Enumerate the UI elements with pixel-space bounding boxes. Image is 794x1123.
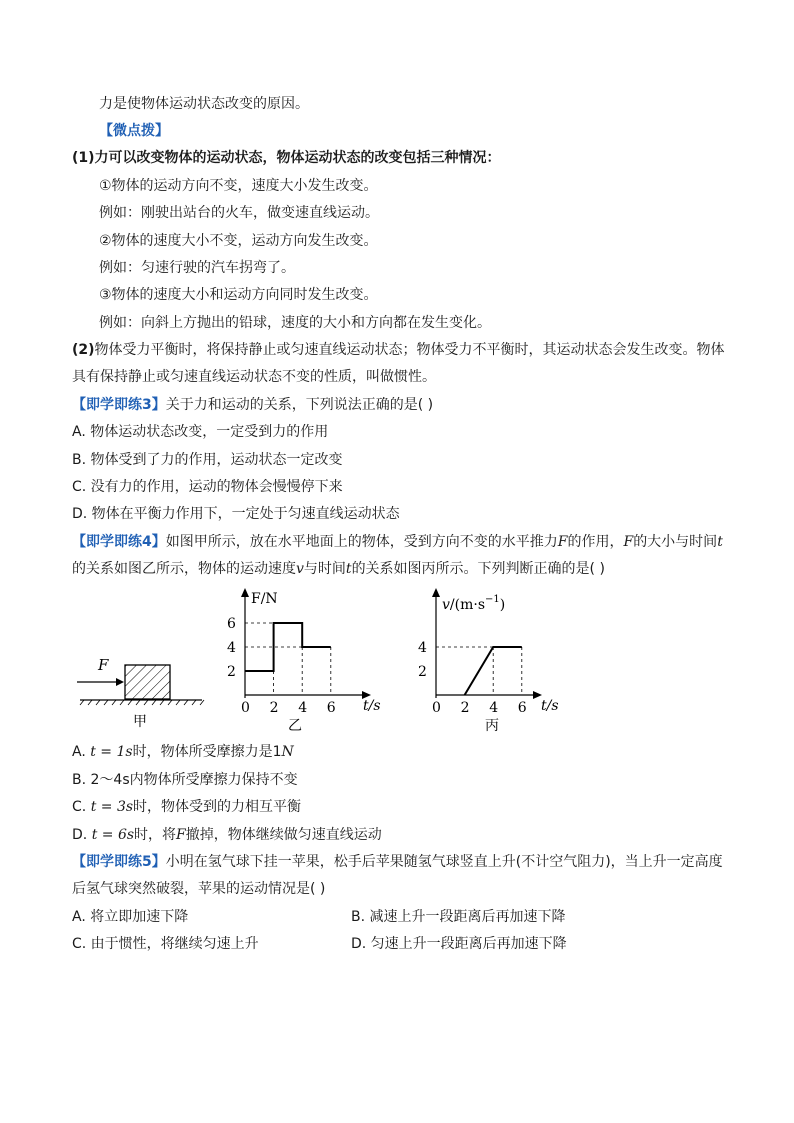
q4-option-c — [72, 797, 301, 817]
y-tick-label: 6 — [227, 616, 236, 632]
note1-item-2: 例如：刚驶出站台的火车，做变速直线运动。 — [99, 205, 379, 221]
x-axis-label: t/s — [541, 698, 559, 714]
q5-tag: 【即学即练5】 — [72, 854, 166, 870]
q5-option-d: D. 匀速上升一段距离后再加速下降 — [351, 936, 567, 952]
q4-var-f: F — [557, 534, 568, 550]
y-axis-label-unit: /(m·s — [449, 597, 486, 613]
note1-title-text: 力可以改变物体的运动状态，物体运动状态的改变包括三种情况： — [94, 150, 501, 166]
force-arrow-head — [116, 678, 124, 686]
y-tick-label: 4 — [418, 640, 427, 656]
q5-option-b: B. 减速上升一段距离后再加速下降 — [351, 909, 566, 925]
x-tick-label: 2 — [269, 700, 279, 716]
tick-labels — [418, 640, 527, 716]
y-axis-arrow — [241, 588, 249, 597]
x-tick-label: 4 — [298, 700, 308, 716]
figure-bing — [413, 585, 583, 735]
force-label: F — [98, 656, 109, 674]
x-tick-label: 0 — [241, 700, 250, 716]
y-axis-label-exp: −1 — [485, 594, 500, 605]
q3-option-b: B. 物体受到了力的作用，运动状态一定改变 — [72, 452, 343, 468]
ground-hatch — [80, 700, 204, 705]
q5-option-c: C. 由于惯性，将继续匀速上升 — [72, 936, 259, 952]
y-axis-label-close: ) — [499, 597, 506, 613]
caption-yi: 乙 — [288, 718, 302, 734]
x-tick-label: 6 — [326, 700, 336, 716]
option-equation: t = 6s — [91, 827, 135, 843]
option-letter: D. — [72, 827, 92, 843]
q4-option-b: B. 2～4s内物体所受摩擦力保持不变 — [72, 772, 298, 788]
q5-line1-text: 小明在氢气球下挂一苹果，松手后苹果随氢气球竖直上升(不计空气阻力)，当上升一定高度 — [165, 854, 723, 870]
y-axis-arrow — [432, 588, 440, 597]
block — [125, 665, 170, 699]
option-letter: C. — [72, 799, 91, 815]
q5-stem-line-1 — [72, 852, 723, 872]
option-unit: N — [281, 744, 294, 760]
x-tick-label: 0 — [432, 700, 441, 716]
option-var-f: F — [176, 827, 186, 843]
q4-var-t: t — [345, 561, 352, 577]
option-equation: t = 3s — [90, 799, 134, 815]
q5-stem-line-2: 后氢气球突然破裂，苹果的运动情况是( ) — [72, 881, 326, 897]
y-tick-label: 4 — [227, 640, 236, 656]
note1-num: (1) — [72, 150, 95, 166]
x-axis-label: t/s — [363, 698, 381, 714]
q4-stem-line-2 — [72, 559, 605, 579]
q5-option-a: A. 将立即加速下降 — [72, 909, 189, 925]
y-axis-label-var: v — [442, 597, 450, 613]
figure-jia — [72, 650, 212, 735]
intro-text: 力是使物体运动状态改变的原因。 — [99, 96, 309, 112]
q4-stem-part: 的作用， — [567, 534, 624, 550]
q3-stem — [72, 395, 433, 415]
y-axis-label — [442, 594, 505, 613]
q3-tag: 【即学即练3】 — [72, 397, 166, 413]
option-text: 时，物体受到的力相互平衡 — [133, 799, 302, 815]
y-axis-label: F/N — [251, 591, 278, 607]
x-tick-label: 6 — [517, 700, 527, 716]
note1-item-3: ②物体的速度大小不变，运动方向发生改变。 — [99, 233, 378, 249]
tip-header: 【微点拨】 — [99, 123, 169, 139]
q4-var-t: t — [717, 534, 723, 550]
note2-line-1 — [72, 340, 725, 360]
q4-tag: 【即学即练4】 — [72, 534, 166, 550]
tick-labels — [227, 616, 336, 716]
note2-num: (2) — [72, 342, 95, 358]
y-tick-label: 2 — [227, 664, 236, 680]
note1-item-4: 例如：匀速行驶的汽车拐弯了。 — [99, 260, 295, 276]
option-text: 时，将 — [134, 827, 177, 843]
option-equation: t = 1s — [90, 744, 133, 760]
q4-option-a — [72, 742, 294, 762]
q4-stem-part: 的关系如图乙所示，物体的运动速度 — [72, 561, 296, 577]
note1-item-6: 例如：向斜上方抛出的铅球，速度的大小和方向都在发生变化。 — [99, 315, 491, 331]
note1-item-1: ①物体的运动方向不变，速度大小发生改变。 — [99, 178, 378, 194]
q4-stem-part: 的关系如图丙所示。下列判断正确的是( ) — [351, 561, 605, 577]
x-tick-label: 4 — [489, 700, 499, 716]
q4-stem-part: 与时间 — [303, 561, 346, 577]
q3-option-d: D. 物体在平衡力作用下，一定处于匀速直线运动状态 — [72, 506, 400, 522]
option-letter: A. — [72, 744, 91, 760]
caption-jia: 甲 — [133, 714, 147, 730]
q4-stem-part: 的大小与时间 — [633, 534, 718, 550]
q3-option-c: C. 没有力的作用，运动的物体会慢慢停下来 — [72, 479, 343, 495]
q4-var-v: v — [296, 561, 304, 577]
note2-line-2: 具有保持静止或匀速直线运动状态不变的性质，叫做惯性。 — [72, 369, 436, 385]
note2-line1-text: 物体受力平衡时，将保持静止或匀速直线运动状态；物体受力不平衡时，其运动状态会发生改变。物体 — [94, 342, 725, 358]
y-tick-label: 2 — [418, 664, 427, 680]
option-text: 撤掉，物体继续做匀速直线运动 — [185, 827, 382, 843]
x-tick-label: 2 — [460, 700, 470, 716]
guide-lines — [245, 623, 331, 695]
q4-stem-line-1 — [72, 532, 723, 552]
note1-item-5: ③物体的速度大小和运动方向同时发生改变。 — [99, 287, 378, 303]
q4-option-d — [72, 825, 382, 845]
option-text: 时，物体所受摩擦力是1 — [132, 744, 282, 760]
caption-bing: 丙 — [485, 718, 499, 734]
q3-option-a: A. 物体运动状态改变，一定受到力的作用 — [72, 424, 329, 440]
note1-title — [72, 148, 501, 168]
q3-stem-text: 关于力和运动的关系，下列说法正确的是( ) — [165, 397, 434, 413]
q4-var-f: F — [623, 534, 634, 550]
q4-stem-part: 如图甲所示，放在水平地面上的物体，受到方向不变的水平推力 — [165, 534, 558, 550]
figure-yi — [222, 585, 392, 735]
